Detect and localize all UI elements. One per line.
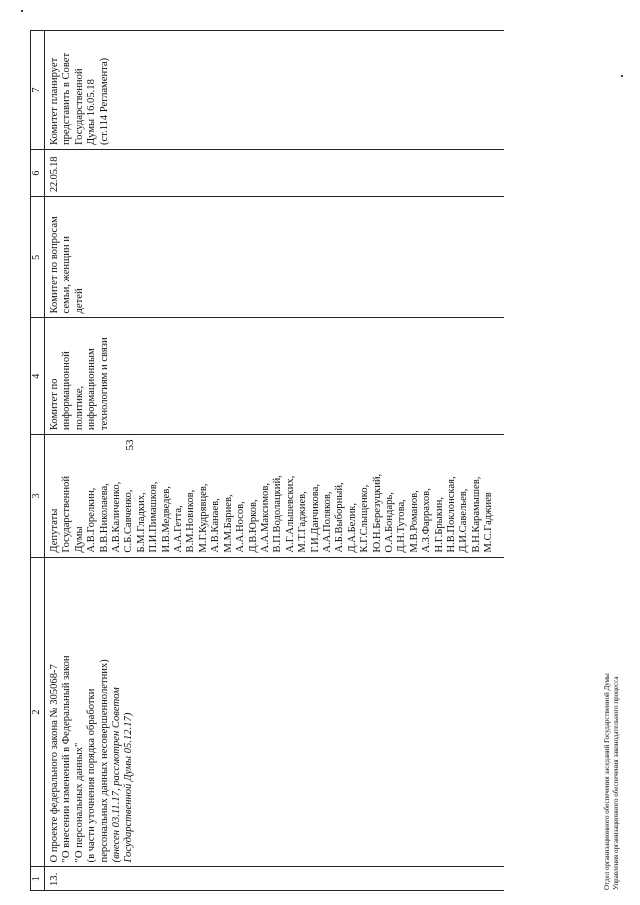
author-name: А.В.Горелкин,: [86, 487, 98, 553]
column-header: 1: [31, 867, 45, 891]
column-header: 5: [31, 197, 45, 318]
table-row: [45, 31, 505, 891]
author-name: С.Б.Савченко,: [123, 489, 135, 553]
author-name: А.А.Носов,: [235, 501, 247, 553]
footer-line: Управления организационного обеспечения законодательного процесса: [612, 676, 620, 890]
author-name: В.В.Николаева,: [98, 483, 110, 553]
authors-intro-line: Государственной: [61, 476, 73, 553]
author-name: О.А.Бондарь,: [383, 492, 395, 553]
bill-note-line: Государственной Думы 05.12.17): [123, 712, 135, 863]
note-line: (ст.114 Регламента): [98, 57, 110, 146]
bill-cell: [45, 557, 505, 867]
note-line: Комитет планирует: [49, 57, 60, 146]
author-name: В.П.Водолацкий,: [272, 475, 284, 553]
authors-cell: [45, 435, 505, 558]
author-name: Г.И.Данчикова,: [309, 484, 321, 553]
author-name: А.А.Гетта,: [173, 505, 185, 553]
bill-title: [49, 561, 111, 863]
committee-line: Комитет по: [49, 378, 60, 431]
column-header: 4: [31, 318, 45, 435]
column-header: 2: [31, 557, 45, 867]
row-number: 13.: [45, 867, 505, 891]
edge-mark: [21, 10, 23, 12]
author-name: М.В.Романов,: [408, 490, 420, 553]
author-name: М.Т.Гаджиев,: [297, 491, 309, 553]
committee-line: информационной: [61, 351, 73, 431]
author-name: А.З.Фаррахов,: [421, 488, 433, 553]
page-number: 53: [124, 439, 136, 451]
author-name: А.В.Каличенко,: [111, 481, 123, 553]
author-name: К.Г.Слыщенко,: [359, 484, 371, 553]
author-name: И.В.Медведев,: [160, 486, 172, 553]
author-name: А.В.Канаев,: [210, 498, 222, 553]
co-executor-line: детей: [73, 288, 85, 314]
note-cell: [45, 31, 505, 150]
author-name: А.А.Поляков,: [321, 491, 333, 553]
review-date: 22.05.18: [49, 156, 60, 193]
note-line: представить в Совет: [61, 52, 73, 146]
authors-intro: [49, 438, 86, 553]
footer-line: Отдел организационного обеспечения заседаний Государственной Думы: [603, 673, 611, 890]
author-name: М.Г.Кудрявцев,: [197, 483, 209, 553]
bill-title-line: "О внесении изменений в Федеральный закон: [61, 655, 73, 863]
author-name: М.М.Бариев,: [222, 494, 234, 553]
committee-line: технологиям и связи: [98, 337, 110, 431]
bill-title-line: "О персональных данных": [73, 742, 85, 863]
committee-cell: [45, 318, 505, 435]
author-name: Н.В.Поклонская,: [446, 476, 457, 553]
note-line: Государственной: [73, 68, 85, 146]
authors-intro-line: Думы: [73, 526, 85, 553]
bill-title-line: (в части уточнения порядка обработки: [86, 688, 98, 863]
authors-intro-line: Депутаты: [49, 508, 60, 553]
column-header: 7: [31, 31, 45, 150]
co-executor-committee: [49, 200, 86, 313]
co-executor-line: семьи, женщин и: [61, 236, 73, 314]
edge-mark: [621, 75, 623, 77]
authors-list: [86, 438, 495, 553]
author-name: М.С.Гаджиев: [483, 492, 495, 553]
column-header: 6: [31, 150, 45, 197]
author-name: В.М.Новиков,: [185, 489, 197, 553]
date-cell: [45, 150, 505, 197]
responsible-committee: [49, 321, 111, 430]
author-name: Б.М.Гладких,: [135, 492, 147, 553]
author-name: В.Н.Карамышев,: [470, 476, 482, 553]
author-name: Ю.Н.Березуцкий,: [371, 473, 383, 553]
co-executor-line: Комитет по вопросам: [49, 216, 60, 314]
committee-line: политике,: [73, 385, 85, 431]
note-line: Думы 16.05.18: [86, 79, 98, 146]
author-name: Д.И.Савельев,: [458, 488, 470, 553]
planning-note: [49, 34, 111, 145]
bill-note-line: (внесен 03.11.17, рассмотрен Советом: [111, 687, 123, 863]
author-name: Н.Г.Брыкин,: [433, 497, 445, 553]
author-name: А.Г.Альшевских,: [284, 475, 296, 553]
author-name: Д.В.Юрков,: [247, 499, 259, 553]
bill-submission-note: [111, 561, 136, 863]
committee-line: информационным: [86, 348, 98, 431]
author-name: Д.Н.Тутова,: [396, 499, 408, 553]
footer-department: [603, 673, 621, 890]
bill-title-line: О проекте федерального закона № 305068-7: [49, 664, 60, 863]
author-name: Д.А.Белик,: [346, 502, 358, 553]
table-header-row: [31, 31, 45, 891]
bill-title-line: персональных данных несовершеннолетних): [98, 659, 110, 863]
author-name: П.И.Пимашков,: [148, 481, 160, 553]
author-name: А.Б.Выборный,: [334, 482, 346, 553]
bills-table: [30, 30, 504, 891]
column-header: 3: [31, 435, 45, 558]
co-executor-cell: [45, 197, 505, 318]
author-name: А.А.Максимов,: [259, 483, 271, 553]
